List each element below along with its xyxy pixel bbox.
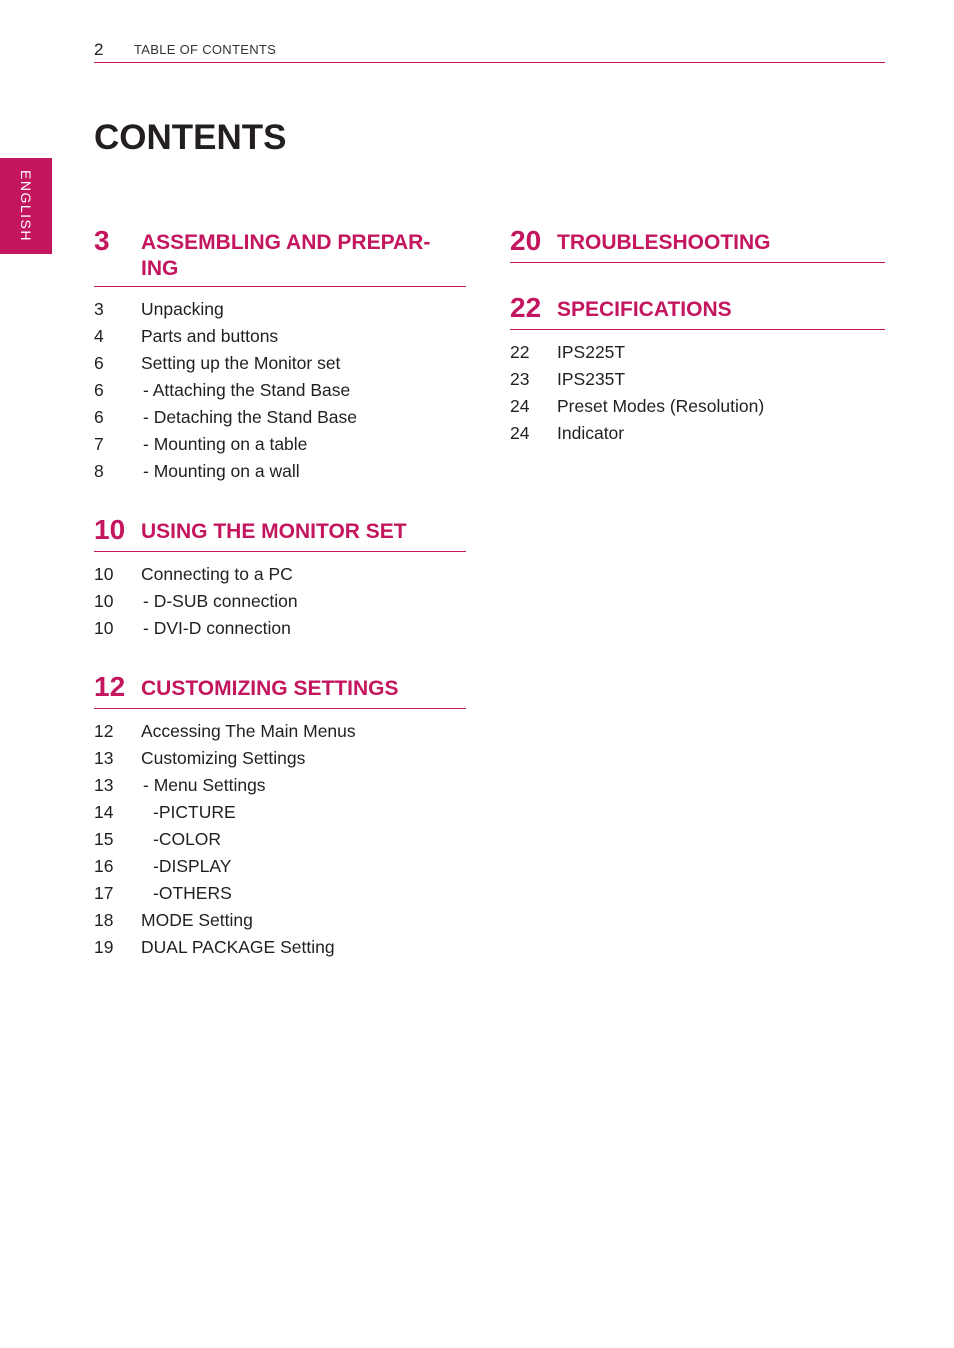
section-heading[interactable] [510, 291, 885, 330]
page-number: 2 [94, 40, 104, 59]
section-page-number: 20 [510, 225, 542, 256]
toc-section-specifications [510, 291, 885, 447]
entry-text: -PICTURE [153, 802, 236, 822]
section-title: ASSEMBLING AND PREPAR- ING [141, 231, 431, 280]
entry-page: 10 [94, 591, 114, 611]
toc-entry[interactable] [94, 718, 466, 745]
toc-entry[interactable] [94, 615, 466, 642]
section-heading[interactable] [94, 513, 466, 552]
entry-text: - Detaching the Stand Base [143, 407, 358, 427]
section-heading[interactable] [94, 224, 466, 287]
toc-right-column [510, 224, 885, 475]
section-heading[interactable] [94, 670, 466, 709]
toc-section-assembling [94, 224, 466, 485]
toc-entry[interactable] [94, 431, 466, 458]
toc-entry[interactable] [94, 404, 466, 431]
entry-page: 13 [94, 775, 114, 795]
toc-entry[interactable] [510, 393, 885, 420]
toc-section-using-monitor [94, 513, 466, 642]
entry-page: 6 [94, 380, 104, 400]
entry-text: - Mounting on a wall [143, 461, 300, 481]
toc-entry[interactable] [94, 907, 466, 934]
entry-page: 16 [94, 856, 114, 876]
entry-text: - Attaching the Stand Base [143, 380, 351, 400]
entry-page: 23 [510, 369, 530, 389]
toc-entry[interactable] [94, 934, 466, 961]
toc-entry[interactable] [94, 588, 466, 615]
entry-page: 17 [94, 883, 114, 903]
section-title: SPECIFICATIONS [557, 298, 732, 321]
section-page-number: 3 [94, 225, 110, 256]
toc-entry[interactable] [94, 350, 466, 377]
entry-text: - D-SUB connection [143, 591, 298, 611]
section-title: USING THE MONITOR SET [141, 520, 407, 543]
entry-text: Connecting to a PC [141, 564, 293, 584]
section-page-number: 12 [94, 671, 126, 702]
entry-page: 7 [94, 434, 104, 454]
toc-entry[interactable] [94, 377, 466, 404]
entry-page: 19 [94, 937, 114, 957]
entry-text: - Mounting on a table [143, 434, 308, 454]
entry-page: 22 [510, 342, 530, 362]
entry-page: 6 [94, 353, 104, 373]
toc-entry[interactable] [94, 826, 466, 853]
entry-page: 6 [94, 407, 104, 427]
toc-section-troubleshooting [510, 224, 885, 263]
entry-text: Preset Modes (Resolution) [557, 396, 765, 416]
entry-text: -OTHERS [153, 883, 232, 903]
section-page-number: 22 [510, 292, 542, 323]
entry-text: - DVI-D connection [143, 618, 291, 638]
page-header [94, 38, 885, 63]
toc-entry[interactable] [510, 420, 885, 447]
entry-text: IPS235T [557, 369, 626, 389]
entry-text: Customizing Settings [141, 748, 306, 768]
toc-entry[interactable] [94, 799, 466, 826]
section-heading[interactable] [510, 224, 885, 263]
toc-entry[interactable] [94, 772, 466, 799]
section-title: TROUBLESHOOTING [557, 231, 771, 254]
entry-text: Indicator [557, 423, 625, 443]
section-title: CUSTOMIZING SETTINGS [141, 677, 399, 700]
toc-entry[interactable] [94, 561, 466, 588]
entry-page: 15 [94, 829, 114, 849]
toc-entry[interactable] [94, 458, 466, 485]
entry-text: -DISPLAY [153, 856, 232, 876]
section-page-number: 10 [94, 514, 126, 545]
toc-entry[interactable] [94, 880, 466, 907]
entry-text: Accessing The Main Menus [141, 721, 356, 741]
header-title: TABLE OF CONTENTS [134, 42, 277, 57]
entry-text: Parts and buttons [141, 326, 279, 346]
entry-text: Unpacking [141, 299, 224, 319]
page-title: CONTENTS [94, 118, 287, 157]
entry-page: 12 [94, 721, 114, 741]
entry-page: 10 [94, 618, 114, 638]
entry-text: Setting up the Monitor set [141, 353, 341, 373]
entry-page: 24 [510, 396, 530, 416]
entry-text: IPS225T [557, 342, 626, 362]
language-tab [0, 158, 52, 254]
toc-entry[interactable] [94, 853, 466, 880]
entry-text: - Menu Settings [143, 775, 266, 795]
entry-text: MODE Setting [141, 910, 253, 930]
toc-entry[interactable] [510, 339, 885, 366]
toc-section-customizing [94, 670, 466, 961]
toc-entry[interactable] [510, 366, 885, 393]
entry-page: 3 [94, 299, 104, 319]
entry-page: 24 [510, 423, 530, 443]
toc-entry[interactable] [94, 745, 466, 772]
entry-page: 10 [94, 564, 114, 584]
entry-page: 13 [94, 748, 114, 768]
toc-entry[interactable] [94, 323, 466, 350]
entry-text: DUAL PACKAGE Setting [141, 937, 335, 957]
toc-left-column [94, 224, 466, 989]
entry-page: 8 [94, 461, 104, 481]
entry-page: 4 [94, 326, 104, 346]
language-tab-label: ENGLISH [18, 170, 34, 242]
toc-entry[interactable] [94, 296, 466, 323]
entry-page: 18 [94, 910, 114, 930]
entry-page: 14 [94, 802, 114, 822]
entry-text: -COLOR [153, 829, 222, 849]
